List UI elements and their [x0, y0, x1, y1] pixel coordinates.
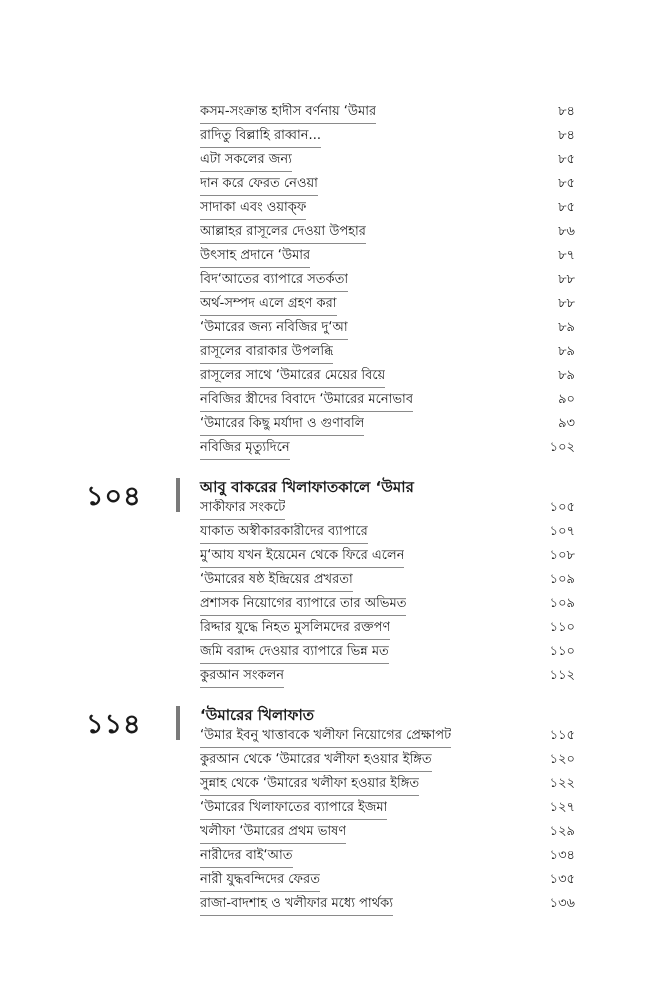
entry-page-number: ৮৭: [558, 248, 575, 263]
entry-page-number: ৮৯: [558, 344, 575, 359]
toc-entry: [200, 664, 575, 688]
toc-entry: [200, 772, 575, 796]
entry-title: নবিজির মৃত্যুদিনে: [200, 439, 290, 460]
toc-entry: [200, 340, 575, 364]
entry-title: ‘উমার ইবনু খাত্তাবকে খলীফা নিয়োগের প্রেক্ষাপট: [200, 727, 451, 748]
entry-page-number: ৮৬: [558, 224, 575, 239]
toc-entry: [200, 436, 575, 460]
entry-title: রাসূলের সাথে ‘উমারের মেয়ের বিয়ে: [200, 367, 385, 388]
entry-title: ‘উমারের ষষ্ঠ ইন্দ্রিয়ের প্রখরতা: [200, 571, 353, 592]
entry-page-number: ১১৫: [549, 728, 575, 743]
entry-page-number: ১০৯: [549, 572, 575, 587]
entry-title: মু‘আয যখন ইয়েমেন থেকে ফিরে এলেন: [200, 547, 404, 568]
entry-page-number: ১১০: [549, 620, 575, 635]
toc-entry: [200, 220, 575, 244]
toc-entry: [200, 292, 575, 316]
toc-entry: [200, 268, 575, 292]
entry-page-number: ১১২: [549, 668, 575, 683]
entry-title: ‘উমারের খিলাফাতের ব্যাপারে ইজমা: [200, 799, 387, 820]
toc-entry: [200, 544, 575, 568]
entry-title: সাকীফার সংকটে: [200, 499, 285, 520]
toc-entry: [200, 868, 575, 892]
toc-entry: [200, 640, 575, 664]
toc-entry: [200, 724, 575, 748]
entry-page-number: ৮৫: [558, 200, 575, 215]
entry-page-number: ১৩৫: [549, 872, 575, 887]
toc-entry: [200, 388, 575, 412]
entry-page-number: ১০৭: [549, 524, 575, 539]
toc-entry: [200, 616, 575, 640]
entry-page-number: ৮৮: [558, 296, 575, 311]
chapter-number: ১০৪: [86, 481, 142, 512]
entry-page-number: ১২৭: [549, 800, 575, 815]
toc-entry: [200, 892, 575, 916]
entry-title: আল্লাহর রাসূলের দেওয়া উপহার: [200, 223, 366, 244]
toc-entry: [200, 496, 575, 520]
entry-title: জমি বরাদ্দ দেওয়ার ব্যাপারে ভিন্ন মত: [200, 643, 389, 664]
entry-title: এটা সকলের জন্য: [200, 151, 292, 172]
chapter-number: ১১৪: [86, 709, 142, 740]
chapter-heading: ‘উমারের খিলাফাত: [200, 706, 315, 724]
entry-page-number: ১২৯: [549, 824, 575, 839]
entry-page-number: ১২০: [549, 752, 575, 767]
toc-entry: [200, 568, 575, 592]
toc-entry: [200, 316, 575, 340]
entry-page-number: ৯৩: [558, 416, 575, 431]
toc-entry: [200, 412, 575, 436]
chapter-divider-bar: [176, 478, 180, 512]
entry-page-number: ১১০: [549, 644, 575, 659]
entry-page-number: ১২২: [549, 776, 575, 791]
entry-page-number: ৯০: [558, 392, 575, 407]
entry-title: সুন্নাহ থেকে ‘উমারের খলীফা হওয়ার ইঙ্গিত: [200, 775, 419, 796]
entry-page-number: ১৩৬: [549, 896, 575, 911]
entry-title: খলীফা ‘উমারের প্রথম ভাষণ: [200, 823, 346, 844]
toc-entry: [200, 244, 575, 268]
toc-entry: [200, 196, 575, 220]
entry-title: কুরআন থেকে ‘উমারের খলীফা হওয়ার ইঙ্গিত: [200, 751, 432, 772]
toc-entry: [200, 172, 575, 196]
entry-page-number: ৮৪: [558, 128, 575, 143]
entry-title: অর্থ-সম্পদ এলে গ্রহণ করা: [200, 295, 337, 316]
toc-entry: [200, 592, 575, 616]
entry-title: কসম-সংক্রান্ত হাদীস বর্ণনায় ‘উমার: [200, 103, 376, 124]
entry-page-number: ১০৯: [549, 596, 575, 611]
chapter-heading: আবু বাকরের খিলাফাতকালে ‘উমার: [200, 478, 414, 496]
chapter-divider-bar: [176, 706, 180, 740]
entry-page-number: ১৩৪: [549, 848, 575, 863]
entry-title: রাদিতু বিল্লাহি রাব্বান...: [200, 127, 321, 148]
toc-entry: [200, 820, 575, 844]
entry-title: কুরআন সংকলন: [200, 667, 284, 688]
entry-title: নারী যুদ্ধবন্দিদের ফেরত: [200, 871, 320, 892]
toc-entry: [200, 364, 575, 388]
toc-entry: [200, 148, 575, 172]
entry-title: দান করে ফেরত নেওয়া: [200, 175, 318, 196]
entry-page-number: ১০২: [549, 440, 575, 455]
entry-page-number: ৮৮: [558, 272, 575, 287]
toc-entry: [200, 520, 575, 544]
entry-page-number: ৮৯: [558, 320, 575, 335]
entry-title: নবিজির স্ত্রীদের বিবাদে ‘উমারের মনোভাব: [200, 391, 413, 412]
entry-title: উৎসাহ প্রদানে ‘উমার: [200, 247, 310, 268]
entry-page-number: ৮৫: [558, 152, 575, 167]
entry-title: বিদ‘আতের ব্যাপারে সতর্কতা: [200, 271, 348, 292]
entry-title: প্রশাসক নিয়োগের ব্যাপারে তার অভিমত: [200, 595, 406, 616]
entry-page-number: ১০৫: [549, 500, 575, 515]
entry-title: ‘উমারের জন্য নবিজির দু‘আ: [200, 319, 348, 340]
entry-page-number: ১০৮: [549, 548, 575, 563]
toc-entry: [200, 124, 575, 148]
entry-title: যাকাত অস্বীকারকারীদের ব্যাপারে: [200, 523, 368, 544]
entry-title: নারীদের বাই‘আত: [200, 847, 293, 868]
entry-page-number: ৮৯: [558, 368, 575, 383]
entry-title: ‘উমারের কিছু মর্যাদা ও গুণাবলি: [200, 415, 364, 436]
toc-entry: [200, 100, 575, 124]
entry-page-number: ৮৫: [558, 176, 575, 191]
toc-entry: [200, 748, 575, 772]
entry-title: সাদাকা এবং ওয়াক্‌ফ: [200, 199, 306, 220]
entry-title: রিদ্দার যুদ্ধে নিহত মুসলিমদের রক্তপণ: [200, 619, 390, 640]
entry-title: রাজা-বাদশাহ ও খলীফার মধ্যে পার্থক্য: [200, 895, 393, 916]
entry-title: রাসূলের বারাকার উপলব্ধি: [200, 343, 333, 364]
entry-page-number: ৮৪: [558, 104, 575, 119]
toc-entry: [200, 796, 575, 820]
toc-entry: [200, 844, 575, 868]
